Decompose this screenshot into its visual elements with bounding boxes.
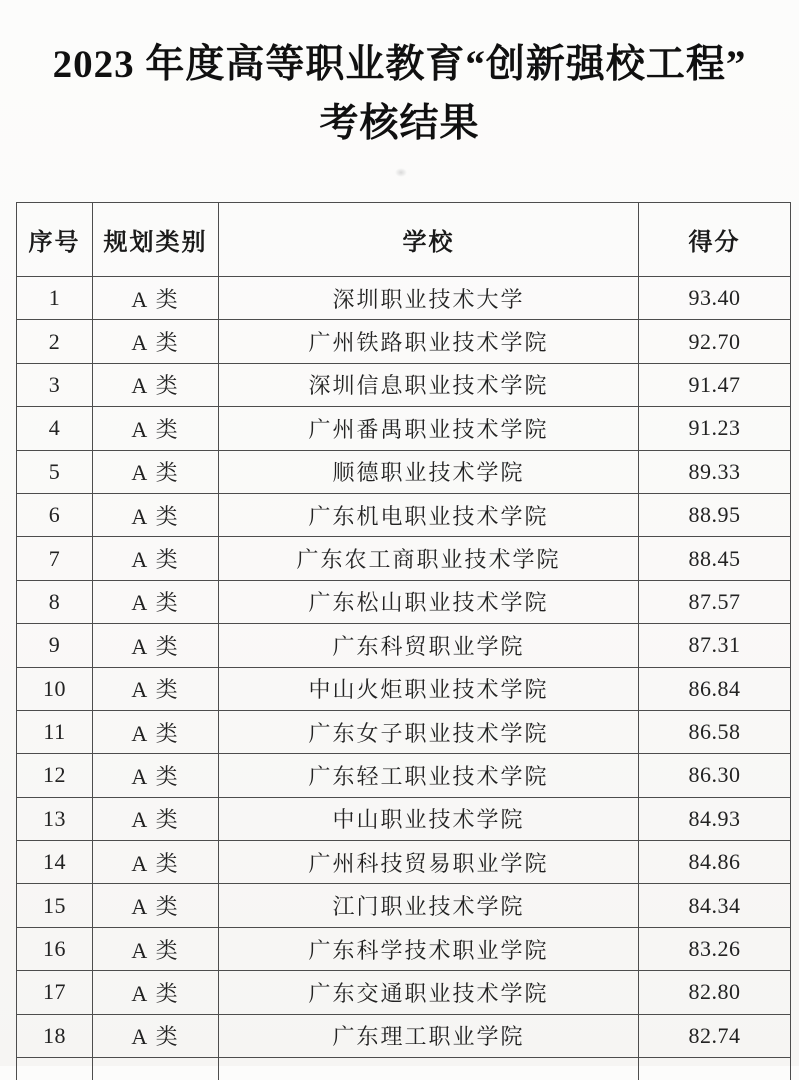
cell-category: A 类 [93,667,219,710]
cell-no: 7 [17,537,93,580]
cell-school: 广州铁路职业技术学院 [219,320,639,363]
cell-no: 14 [17,841,93,884]
column-header-category: 规划类别 [93,203,219,277]
cell-school: 顺德职业技术学院 [219,450,639,493]
table-row [17,754,791,797]
table-row [17,537,791,580]
table-body [17,277,791,1080]
title-line-1: 2023 年度高等职业教育“创新强校工程” [52,43,747,86]
cell-no: 5 [17,450,93,493]
cell-empty [219,1058,639,1080]
cell-category: A 类 [93,493,219,536]
results-table [16,202,791,1080]
table-row-partial [17,1058,791,1080]
cell-no: 8 [17,580,93,623]
cell-school: 广州科技贸易职业学院 [219,841,639,884]
table-row [17,493,791,536]
cell-score: 86.84 [639,667,791,710]
cell-no: 13 [17,797,93,840]
cell-no: 3 [17,363,93,406]
cell-score: 89.33 [639,450,791,493]
cell-score: 91.47 [639,363,791,406]
table-row [17,841,791,884]
cell-school: 广东理工职业学院 [219,1014,639,1057]
table-row [17,927,791,970]
cell-school: 广东轻工职业技术学院 [219,754,639,797]
cell-no: 16 [17,927,93,970]
cell-school: 深圳信息职业技术学院 [219,363,639,406]
cell-score: 87.31 [639,624,791,667]
cell-no: 18 [17,1014,93,1057]
cell-empty [93,1058,219,1080]
cell-school: 江门职业技术学院 [219,884,639,927]
cell-score: 84.34 [639,884,791,927]
cell-no: 9 [17,624,93,667]
cell-category: A 类 [93,407,219,450]
cell-school: 广东科贸职业学院 [219,624,639,667]
cell-empty [17,1058,93,1080]
cell-no: 2 [17,320,93,363]
cell-category: A 类 [93,710,219,753]
cell-category: A 类 [93,971,219,1014]
table-row [17,407,791,450]
cell-score: 86.30 [639,754,791,797]
cell-no: 4 [17,407,93,450]
cell-score: 82.80 [639,971,791,1014]
table-row [17,797,791,840]
cell-category: A 类 [93,1014,219,1057]
cell-no: 17 [17,971,93,1014]
cell-no: 15 [17,884,93,927]
cell-category: A 类 [93,363,219,406]
table-row [17,320,791,363]
table-row [17,277,791,320]
document-title [0,0,799,153]
cell-category: A 类 [93,450,219,493]
cell-category: A 类 [93,277,219,320]
table-row [17,710,791,753]
cell-category: A 类 [93,624,219,667]
cell-no: 11 [17,710,93,753]
cell-no: 1 [17,277,93,320]
table-row [17,971,791,1014]
table-row [17,624,791,667]
cell-school: 广州番禺职业技术学院 [219,407,639,450]
cell-category: A 类 [93,320,219,363]
table-row [17,884,791,927]
cell-category: A 类 [93,754,219,797]
cell-score: 87.57 [639,580,791,623]
table-row [17,450,791,493]
cell-score: 88.95 [639,493,791,536]
cell-score: 83.26 [639,927,791,970]
cell-category: A 类 [93,580,219,623]
header-row [17,203,791,277]
cell-school: 中山火炬职业技术学院 [219,667,639,710]
cell-no: 12 [17,754,93,797]
scan-artifact [395,168,407,177]
cell-no: 10 [17,667,93,710]
cell-score: 92.70 [639,320,791,363]
cell-category: A 类 [93,927,219,970]
cell-no: 6 [17,493,93,536]
cell-school: 中山职业技术学院 [219,797,639,840]
cell-score: 91.23 [639,407,791,450]
table-row [17,1014,791,1057]
column-header-school: 学校 [219,203,639,277]
cell-score: 88.45 [639,537,791,580]
cell-score: 84.86 [639,841,791,884]
cell-score: 86.58 [639,710,791,753]
table-row [17,667,791,710]
cell-category: A 类 [93,537,219,580]
column-header-no: 序号 [17,203,93,277]
cell-category: A 类 [93,797,219,840]
cell-empty [639,1058,791,1080]
table-row [17,580,791,623]
cell-school: 广东女子职业技术学院 [219,710,639,753]
table-row [17,363,791,406]
cell-school: 广东农工商职业技术学院 [219,537,639,580]
cell-score: 93.40 [639,277,791,320]
cell-score: 82.74 [639,1014,791,1057]
cell-category: A 类 [93,884,219,927]
cell-school: 广东交通职业技术学院 [219,971,639,1014]
cell-school: 广东松山职业技术学院 [219,580,639,623]
cell-category: A 类 [93,841,219,884]
cell-score: 84.93 [639,797,791,840]
column-header-score: 得分 [639,203,791,277]
title-line-2: 考核结果 [319,101,480,145]
cell-school: 深圳职业技术大学 [219,277,639,320]
cell-school: 广东机电职业技术学院 [219,493,639,536]
cell-school: 广东科学技术职业学院 [219,927,639,970]
